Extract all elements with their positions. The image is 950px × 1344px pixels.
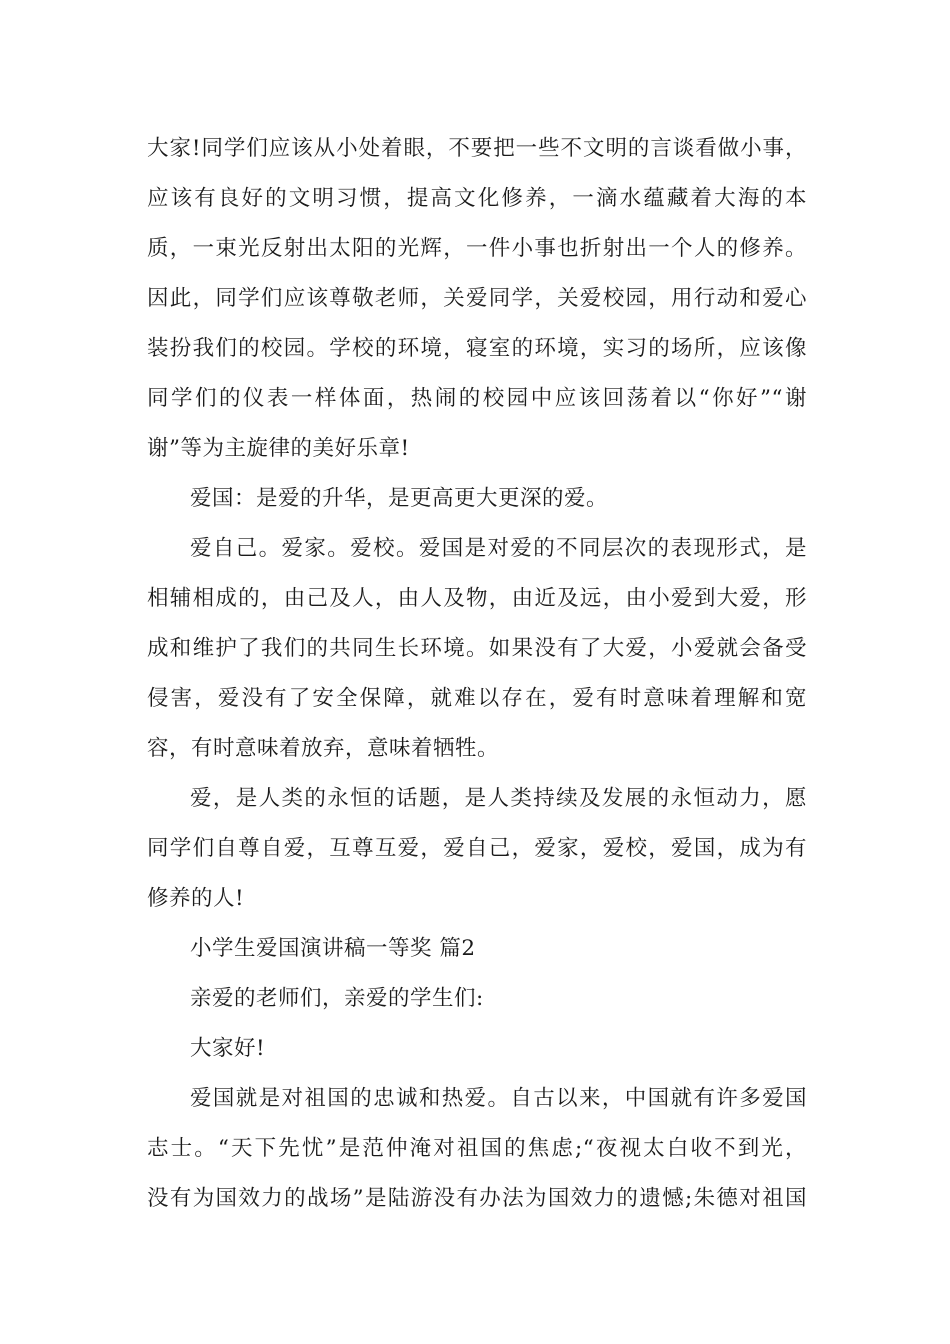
text-line: 应该有良好的文明习惯，提高文化修养，一滴水蕴藏着大海的本 (147, 186, 807, 211)
paragraph-first-line: 爱国就是对祖国的忠诚和热爱。自古以来，中国就有许多爱国 (190, 1086, 807, 1111)
text-line: 侵害，爱没有了安全保障，就难以存在，爱有时意味着理解和宽 (147, 686, 807, 711)
text-line: 同学们自尊自爱，互尊互爱，爱自己，爱家，爱校，爱国，成为有 (147, 836, 807, 861)
greeting: 大家好! (190, 1036, 266, 1061)
text-line: 质，一束光反射出太阳的光辉，一件小事也折射出一个人的修养。 (147, 236, 807, 261)
text-line: 修养的人! (147, 886, 245, 911)
text-line: 志士。“天下先忧”是范仲淹对祖国的焦虑;“夜视太白收不到光， (147, 1136, 807, 1161)
text-line: 成和维护了我们的共同生长环境。如果没有了大爱，小爱就会备受 (147, 636, 807, 661)
paragraph-first-line: 爱，是人类的永恒的话题，是人类持续及发展的永恒动力，愿 (190, 786, 807, 811)
text-line: 谢”等为主旋律的美好乐章! (147, 436, 410, 461)
paragraph-first-line: 爱国：是爱的升华，是更高更大更深的爱。 (190, 486, 609, 511)
text-line: 相辅相成的，由己及人，由人及物，由近及远，由小爱到大爱，形 (147, 586, 807, 611)
text-line: 容，有时意味着放弃，意味着牺牲。 (147, 736, 500, 761)
text-line: 没有为国效力的战场”是陆游没有办法为国效力的遗憾;朱德对祖国 (147, 1186, 807, 1211)
text-line: 大家!同学们应该从小处着眼，不要把一些不文明的言谈看做小事， (147, 136, 807, 161)
text-line: 同学们的仪表一样体面，热闹的校园中应该回荡着以“你好”“谢 (147, 386, 807, 411)
section-heading: 小学生爱国演讲稿一等奖 篇2 (190, 936, 476, 961)
paragraph-first-line: 爱自己。爱家。爱校。爱国是对爱的不同层次的表现形式，是 (190, 536, 807, 561)
salutation: 亲爱的老师们，亲爱的学生们: (190, 986, 484, 1011)
text-line: 装扮我们的校园。学校的环境，寝室的环境，实习的场所，应该像 (147, 336, 807, 361)
text-line: 因此，同学们应该尊敬老师，关爱同学，关爱校园，用行动和爱心 (147, 286, 807, 311)
